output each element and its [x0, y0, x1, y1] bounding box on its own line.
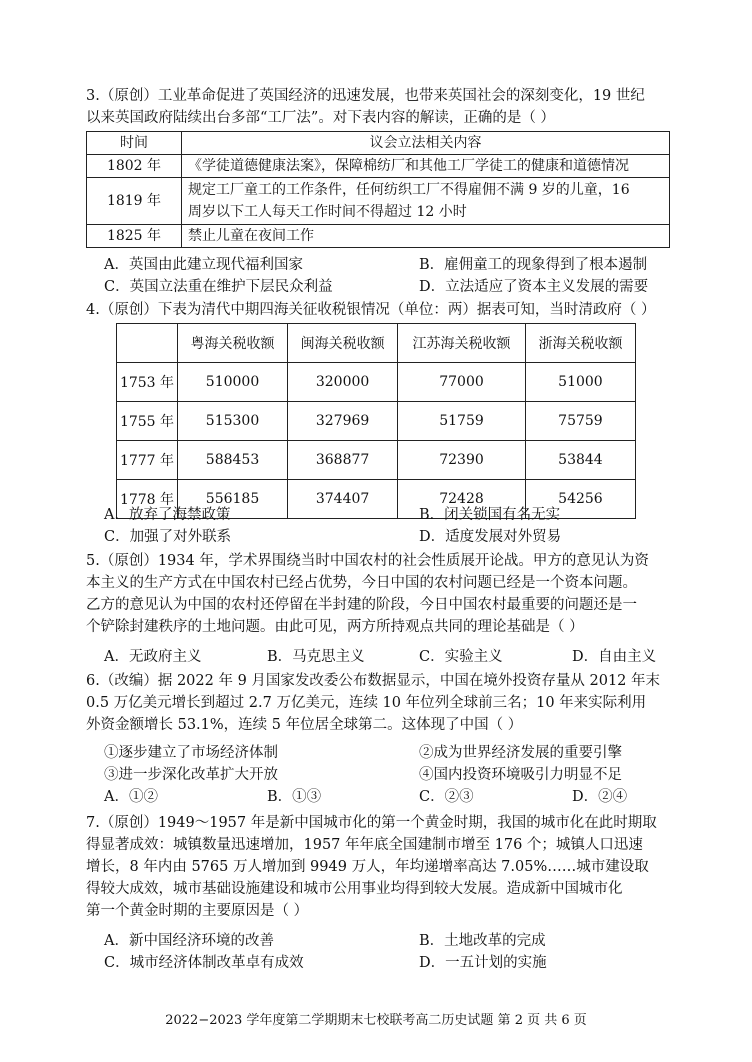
question-7-stem [86, 812, 670, 922]
statement-4: ④国内投资环境吸引力明显不足 [419, 767, 622, 783]
statement-2: ②成为世界经济发展的重要引擎 [419, 745, 622, 761]
table-header-row [117, 324, 636, 363]
table-value-cell: 51759 [398, 402, 526, 441]
q5-line: 乙方的意见认为中国的农村还停留在半封建的阶段，今日中国农村最重要的问题还是一 [86, 597, 637, 613]
q7-line: 增长，8 年内由 5765 万人增加到 9949 万人，年均递增率高达 7.05%……城市建设取 [86, 859, 649, 875]
option-d[interactable]: D．立法适应了资本主义发展的需要 [419, 279, 649, 295]
table-row [117, 402, 636, 441]
q6-line: 外资金额增长 53.1%，连续 5 年位居全球第二。这体现了中国（ ） [86, 717, 523, 733]
option-b[interactable]: B．雇佣童工的现象得到了根本遏制 [419, 257, 648, 273]
option-b[interactable]: B．土地改革的完成 [419, 933, 546, 949]
option-a[interactable]: A．英国由此建立现代福利国家 [104, 257, 303, 273]
question-3-stem [86, 85, 670, 129]
option-c[interactable]: C．英国立法重在维护下层民众利益 [104, 279, 333, 295]
question-4-options [86, 504, 670, 548]
option-d[interactable]: D．适度发展对外贸易 [419, 529, 562, 545]
question-5-options [86, 646, 670, 668]
table-header-cell: 浙海关税收额 [525, 324, 635, 363]
table-row [117, 441, 636, 480]
table-value-cell: 72428 [398, 480, 526, 519]
table-value-cell: 515300 [178, 402, 288, 441]
table-header-cell: 江苏海关税收额 [398, 324, 526, 363]
table-value-cell: 54256 [525, 480, 635, 519]
q5-line: 5.（原创）1934 年，学术界围绕当时中国农村的社会性质展开论战。甲方的意见认为资 [86, 553, 649, 569]
question-6-statements [86, 742, 670, 808]
table-year-cell: 1755 年 [117, 402, 178, 441]
table-value-cell: 75759 [525, 402, 635, 441]
table-value-cell: 327969 [288, 402, 398, 441]
table-header-cell: 议会立法相关内容 [182, 132, 670, 155]
question-4-stem [86, 299, 670, 321]
option-b[interactable]: B．①③ [267, 789, 322, 805]
table-header-cell: 时间 [87, 132, 182, 155]
table-content-cell: 《学徒道德健康法案》，保障棉纺厂和其他工厂学徒工的健康和道德情况 [182, 155, 670, 178]
table-year-cell: 1802 年 [87, 155, 182, 178]
option-b[interactable]: B．闭关锁国有名无实 [419, 507, 561, 523]
question-7-options [86, 930, 670, 974]
table-value-cell: 588453 [178, 441, 288, 480]
table-value-cell: 72390 [398, 441, 526, 480]
table-value-cell: 556185 [178, 480, 288, 519]
table-year-cell: 1778 年 [117, 480, 178, 519]
q3-line: 以来英国政府陆续出台多部“工厂法”。对下表内容的解读，正确的是（ ） [86, 110, 555, 126]
table-value-cell: 320000 [288, 363, 398, 402]
table-value-cell: 510000 [178, 363, 288, 402]
q3-line: 3.（原创）工业革命促进了英国经济的迅速发展，也带来英国社会的深刻变化，19 世纪 [86, 88, 645, 104]
table-year-cell: 1819 年 [87, 178, 182, 225]
q3-legislation-table [86, 131, 670, 248]
table-value-cell: 51000 [525, 363, 635, 402]
table-content-cell: 禁止儿童在夜间工作 [182, 225, 670, 248]
option-d[interactable]: D．一五计划的实施 [419, 955, 547, 971]
option-a[interactable]: A．①② [104, 789, 158, 805]
option-d[interactable]: D．自由主义 [572, 649, 657, 665]
table-header-cell [117, 324, 178, 363]
option-c[interactable]: C．②③ [419, 789, 474, 805]
option-b[interactable]: B．马克思主义 [267, 649, 365, 665]
table-header-cell: 闽海关税收额 [288, 324, 398, 363]
table-row [87, 225, 670, 248]
option-c[interactable]: C．加强了对外联系 [104, 529, 232, 545]
table-value-cell: 368877 [288, 441, 398, 480]
q5-line: 本主义的生产方式在中国农村已经占优势，今日中国的农村问题已经是一个资本问题。 [86, 575, 637, 591]
q7-line: 7.（原创）1949～1957 年是新中国城市化的第一个黄金时期，我国的城市化在此时期取 [86, 815, 657, 831]
table-year-cell: 1777 年 [117, 441, 178, 480]
q4-line: 4.（原创）下表为清代中期四海关征收税银情况（单位：两）据表可知，当时清政府（ ） [86, 302, 656, 318]
table-row [87, 155, 670, 178]
table-value-cell: 374407 [288, 480, 398, 519]
table-header-cell: 粤海关税收额 [178, 324, 288, 363]
table-content-cell [182, 178, 670, 225]
table-content-line: 周岁以下工人每天工作时间不得超过 12 小时 [188, 204, 467, 220]
q6-line: 0.5 万亿美元增长到超过 2.7 万亿美元，连续 10 年位列全球前三名；10 年来实际利用 [86, 695, 647, 711]
table-header-row [87, 132, 670, 155]
table-row [117, 363, 636, 402]
table-year-cell: 1825 年 [87, 225, 182, 248]
option-a[interactable]: A．新中国经济环境的改善 [104, 933, 274, 949]
q5-line: 个铲除封建秩序的土地问题。由此可见，两方所持观点共同的理论基础是（ ） [86, 619, 584, 635]
option-d[interactable]: D．②④ [572, 789, 628, 805]
table-value-cell: 77000 [398, 363, 526, 402]
option-a[interactable]: A．无政府主义 [104, 649, 202, 665]
option-a[interactable]: A．放弃了海禁政策 [104, 507, 231, 523]
question-6-stem [86, 670, 670, 736]
q7-line: 第一个黄金时期的主要原因是（ ） [86, 903, 309, 919]
q4-tax-table [116, 323, 636, 519]
table-year-cell: 1753 年 [117, 363, 178, 402]
question-5-stem [86, 550, 670, 638]
page-footer: 2022−2023 学年度第二学期期末七校联考高二历史试题 第 2 页 共 6 页 [165, 1013, 587, 1028]
statement-3: ③进一步深化改革扩大开放 [104, 767, 278, 783]
table-row [87, 178, 670, 225]
table-content-line: 规定工厂童工的工作条件，任何纺织工厂不得雇佣不满 9 岁的儿童，16 [188, 182, 630, 198]
option-c[interactable]: C．城市经济体制改革卓有成效 [104, 955, 304, 971]
table-value-cell: 53844 [525, 441, 635, 480]
q6-line: 6.（改编）据 2022 年 9 月国家发改委公布数据显示，中国在境外投资存量从 2012 年末 [86, 673, 661, 689]
question-3-options [86, 254, 670, 298]
q7-line: 得较大成效，城市基础设施建设和城市公用事业均得到较大发展。造成新中国城市化 [86, 881, 623, 897]
option-c[interactable]: C．实验主义 [419, 649, 503, 665]
statement-1: ①逐步建立了市场经济体制 [104, 745, 278, 761]
q7-line: 得显著成效：城镇数量迅速增加，1957 年年底全国建制市增至 176 个；城镇人口迅速 [86, 837, 643, 853]
